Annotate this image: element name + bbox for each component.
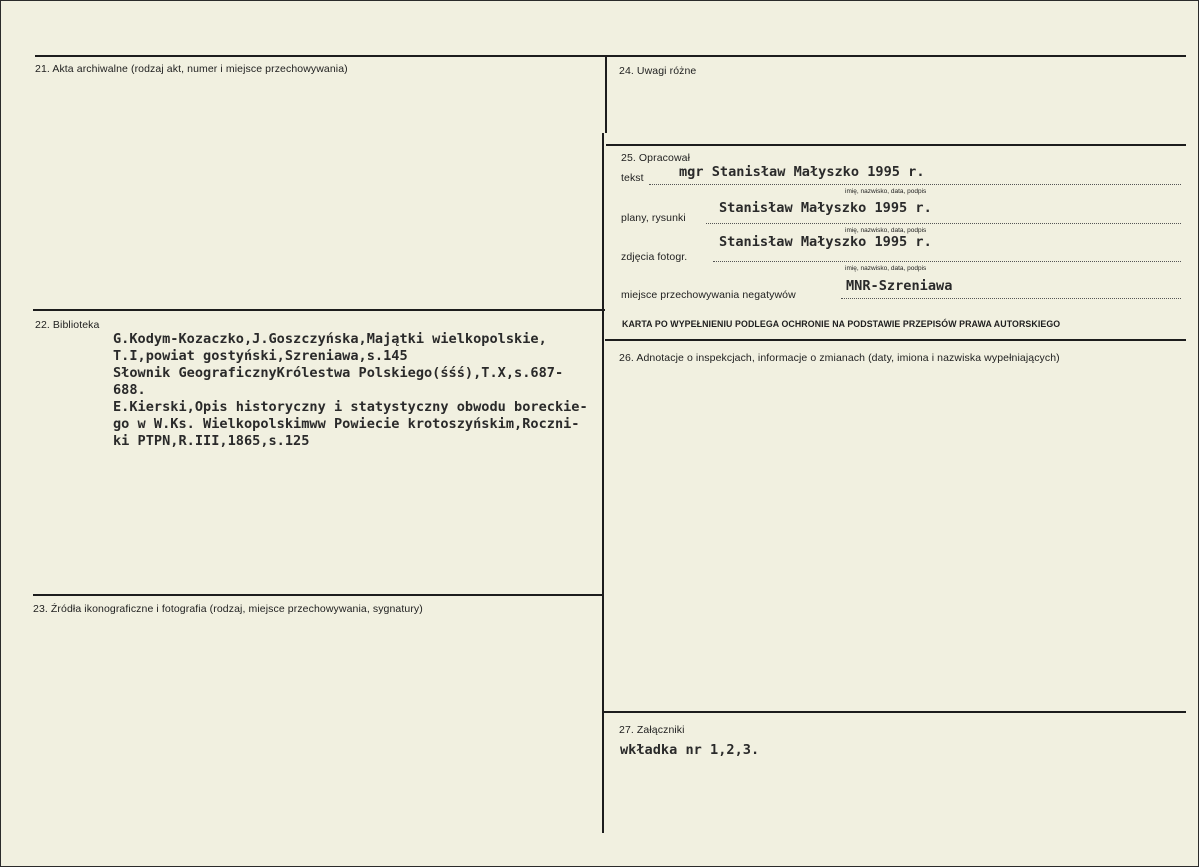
bibliography-entries <box>113 331 588 450</box>
negatywy-dotted-line <box>841 298 1181 299</box>
zdjecia-caption: imię, nazwisko, data, podpis <box>845 265 927 272</box>
section-26-label: 26. Adnotacje o inspekcjach, informacje o zmianach (daty, imiona i nazwiska wypełniających) <box>619 352 1060 364</box>
top-rule <box>35 55 1186 57</box>
section-25-label: 25. Opracował <box>621 152 691 164</box>
plany-dotted-line <box>706 223 1181 224</box>
rule-21-22 <box>33 309 605 311</box>
zdjecia-label: zdjęcia fotogr. <box>621 251 688 263</box>
bibliography-line: T.I,powiat gostyński,Szreniawa,s.145 <box>113 348 408 364</box>
rule-25-26 <box>605 339 1186 341</box>
negatywy-value: MNR-Szreniawa <box>846 278 953 294</box>
bibliography-line: go w W.Ks. Wielkopolskimww Powiecie krotoszyńskim,Roczni- <box>113 416 580 432</box>
section-22-label: 22. Biblioteka <box>35 319 100 331</box>
bibliography-line: ki PTPN,R.III,1865,s.125 <box>113 433 310 449</box>
center-divider-lower <box>602 133 604 833</box>
plany-caption: imię, nazwisko, data, podpis <box>845 227 927 234</box>
plany-value: Stanisław Małyszko 1995 r. <box>719 200 932 216</box>
center-divider-upper <box>605 55 607 133</box>
bibliography-line: Słownik GeograficznyKrólestwa Polskiego(śśś),T.X,s.687- <box>113 365 564 381</box>
zdjecia-dotted-line <box>713 261 1181 262</box>
section-27-label: 27. Załączniki <box>619 724 685 736</box>
rule-26-27 <box>604 711 1186 713</box>
bibliography-line: E.Kierski,Opis historyczny i statystyczny obwodu boreckie- <box>113 399 588 415</box>
tekst-caption: imię, nazwisko, data, podpis <box>845 188 927 195</box>
tekst-dotted-line <box>649 184 1181 185</box>
negatywy-label: miejsce przechowywania negatywów <box>621 289 796 301</box>
tekst-label: tekst <box>621 172 644 184</box>
tekst-value: mgr Stanisław Małyszko 1995 r. <box>679 164 925 180</box>
zdjecia-value: Stanisław Małyszko 1995 r. <box>719 234 932 250</box>
copyright-notice: KARTA PO WYPEŁNIENIU PODLEGA OCHRONIE NA PODSTAWIE PRZEPISÓW PRAWA AUTORSKIEGO <box>622 319 1061 329</box>
bibliography-line: 688. <box>113 382 146 398</box>
bibliography-line: G.Kodym-Kozaczko,J.Goszczyńska,Majątki wielkopolskie, <box>113 331 547 347</box>
section-21-label: 21. Akta archiwalne (rodzaj akt, numer i miejsce przechowywania) <box>35 63 348 75</box>
attachments-value: wkładka nr 1,2,3. <box>620 742 760 758</box>
rule-24-25 <box>606 144 1186 146</box>
rule-22-23 <box>33 594 603 596</box>
section-24-label: 24. Uwagi różne <box>619 65 697 77</box>
section-23-label: 23. Źródła ikonograficzne i fotografia (rodzaj, miejsce przechowywania, sygnatury) <box>33 603 423 615</box>
plany-label: plany, rysunki <box>621 212 686 224</box>
